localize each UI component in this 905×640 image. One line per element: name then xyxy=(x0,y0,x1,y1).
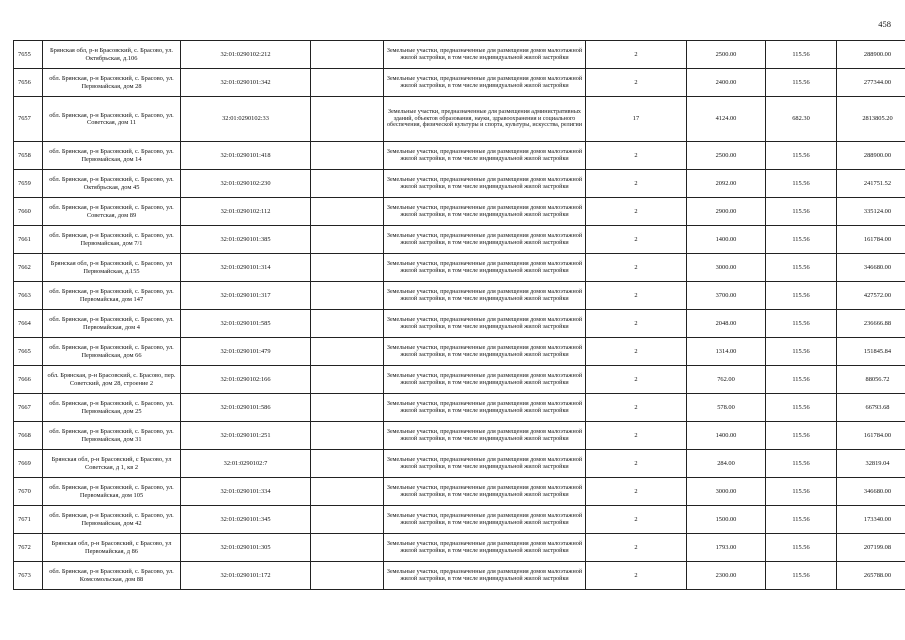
cadastral-value-cell: 88056.72 xyxy=(837,366,905,394)
cadastral-number-cell: 32:01:0290101:586 xyxy=(181,394,311,422)
table-body xyxy=(14,41,905,590)
area-cell: 2092.00 xyxy=(687,170,766,198)
area-cell: 2300.00 xyxy=(687,562,766,590)
group-number-cell: 2 xyxy=(586,226,687,254)
area-cell: 2400.00 xyxy=(687,69,766,97)
land-use-purpose-cell: Земельные участки, предназначенные для размещения домов малоэтажной жилой застройки, в том числе индивидуальной жилой застройки xyxy=(384,170,586,198)
row-number-cell: 7661 xyxy=(14,226,43,254)
group-number-cell: 2 xyxy=(586,506,687,534)
specific-value-cell: 115.56 xyxy=(766,366,837,394)
cadastral-number-cell: 32:01:0290102:112 xyxy=(181,198,311,226)
table-row xyxy=(14,97,905,142)
specific-value-cell: 115.56 xyxy=(766,170,837,198)
address-cell: обл. Брянская, р-н Брасовский, с. Брасово, ул. Комсомольская, дом 88 xyxy=(43,562,181,590)
area-cell: 1314.00 xyxy=(687,338,766,366)
specific-value-cell: 682.30 xyxy=(766,97,837,142)
empty-cell xyxy=(311,310,384,338)
cadastral-value-cell: 288900.00 xyxy=(837,142,905,170)
area-cell: 578.00 xyxy=(687,394,766,422)
area-cell: 3700.00 xyxy=(687,282,766,310)
cadastral-value-cell: 288900.00 xyxy=(837,41,905,69)
specific-value-cell: 115.56 xyxy=(766,338,837,366)
empty-cell xyxy=(311,534,384,562)
row-number-cell: 7664 xyxy=(14,310,43,338)
address-cell: Брянская обл, р-н Брасовский, с. Брасово, ул Первомайская, д.155 xyxy=(43,254,181,282)
row-number-cell: 7671 xyxy=(14,506,43,534)
empty-cell xyxy=(311,282,384,310)
group-number-cell: 2 xyxy=(586,41,687,69)
table-row xyxy=(14,198,905,226)
cadastral-value-cell: 335124.00 xyxy=(837,198,905,226)
specific-value-cell: 115.56 xyxy=(766,69,837,97)
area-cell: 3000.00 xyxy=(687,478,766,506)
specific-value-cell: 115.56 xyxy=(766,142,837,170)
group-number-cell: 2 xyxy=(586,198,687,226)
specific-value-cell: 115.56 xyxy=(766,506,837,534)
group-number-cell: 2 xyxy=(586,69,687,97)
address-cell: обл. Брянская, р-н Брасовский, с. Брасово, ул. Первомайская, дом 147 xyxy=(43,282,181,310)
cadastral-value-cell: 277344.00 xyxy=(837,69,905,97)
table-row xyxy=(14,282,905,310)
empty-cell xyxy=(311,198,384,226)
empty-cell xyxy=(311,562,384,590)
cadastral-value-cell: 207199.08 xyxy=(837,534,905,562)
address-cell: Брянская обл, р-н Брасовский, с Брасово, ул Советская, д 1, кв 2 xyxy=(43,450,181,478)
empty-cell xyxy=(311,506,384,534)
row-number-cell: 7665 xyxy=(14,338,43,366)
address-cell: обл. Брянская, р-н Брасовский, с. Брасово, ул. Первомайская, дом 28 xyxy=(43,69,181,97)
cadastral-number-cell: 32:01:0290101:385 xyxy=(181,226,311,254)
specific-value-cell: 115.56 xyxy=(766,282,837,310)
empty-cell xyxy=(311,170,384,198)
cadastral-number-cell: 32:01:0290101:172 xyxy=(181,562,311,590)
table-row xyxy=(14,170,905,198)
specific-value-cell: 115.56 xyxy=(766,478,837,506)
cadastral-value-cell: 161784.00 xyxy=(837,422,905,450)
cadastral-number-cell: 32:01:0290101:334 xyxy=(181,478,311,506)
group-number-cell: 2 xyxy=(586,478,687,506)
row-number-cell: 7672 xyxy=(14,534,43,562)
empty-cell xyxy=(311,394,384,422)
land-use-purpose-cell: Земельные участки, предназначенные для размещения домов малоэтажной жилой застройки, в том числе индивидуальной жилой застройки xyxy=(384,282,586,310)
group-number-cell: 2 xyxy=(586,254,687,282)
page-number: 458 xyxy=(878,19,891,29)
cadastral-value-cell: 151845.84 xyxy=(837,338,905,366)
empty-cell xyxy=(311,422,384,450)
area-cell: 2500.00 xyxy=(687,142,766,170)
specific-value-cell: 115.56 xyxy=(766,422,837,450)
empty-cell xyxy=(311,226,384,254)
land-use-purpose-cell: Земельные участки, предназначенные для размещения домов малоэтажной жилой застройки, в том числе индивидуальной жилой застройки xyxy=(384,254,586,282)
row-number-cell: 7659 xyxy=(14,170,43,198)
cadastral-value-cell: 265788.00 xyxy=(837,562,905,590)
group-number-cell: 17 xyxy=(586,97,687,142)
group-number-cell: 2 xyxy=(586,562,687,590)
cadastral-number-cell: 32:01:0290102:212 xyxy=(181,41,311,69)
cadastral-number-cell: 32:01:0290102:7 xyxy=(181,450,311,478)
land-use-purpose-cell: Земельные участки, предназначенные для размещения домов малоэтажной жилой застройки, в том числе индивидуальной жилой застройки xyxy=(384,422,586,450)
table-row xyxy=(14,69,905,97)
address-cell: обл. Брянская, р-н Брасовский, с. Брасово, ул. Первомайская, дом 4 xyxy=(43,310,181,338)
table-row xyxy=(14,562,905,590)
cadastral-value-cell: 173340.00 xyxy=(837,506,905,534)
specific-value-cell: 115.56 xyxy=(766,310,837,338)
table-row xyxy=(14,534,905,562)
empty-cell xyxy=(311,366,384,394)
table-row xyxy=(14,310,905,338)
table-row xyxy=(14,366,905,394)
specific-value-cell: 115.56 xyxy=(766,534,837,562)
cadastral-value-cell: 2813805.20 xyxy=(837,97,905,142)
empty-cell xyxy=(311,254,384,282)
address-cell: обл. Брянская, р-н Брасовский, с. Брасово, ул. Первомайская, дом 7/1 xyxy=(43,226,181,254)
group-number-cell: 2 xyxy=(586,338,687,366)
row-number-cell: 7673 xyxy=(14,562,43,590)
address-cell: обл. Брянская, р-н Брасовский, с. Брасово, ул. Первомайская, дом 14 xyxy=(43,142,181,170)
cadastral-number-cell: 32:01:0290102:166 xyxy=(181,366,311,394)
empty-cell xyxy=(311,97,384,142)
address-cell: обл. Брянская, р-н Брасовский, с. Брасово, ул. Октябрьская, дом 45 xyxy=(43,170,181,198)
row-number-cell: 7669 xyxy=(14,450,43,478)
area-cell: 3000.00 xyxy=(687,254,766,282)
group-number-cell: 2 xyxy=(586,310,687,338)
group-number-cell: 2 xyxy=(586,282,687,310)
row-number-cell: 7660 xyxy=(14,198,43,226)
area-cell: 1400.00 xyxy=(687,226,766,254)
land-use-purpose-cell: Земельные участки, предназначенные для размещения домов малоэтажной жилой застройки, в том числе индивидуальной жилой застройки xyxy=(384,366,586,394)
row-number-cell: 7657 xyxy=(14,97,43,142)
land-use-purpose-cell: Земельные участки, предназначенные для размещения домов малоэтажной жилой застройки, в том числе индивидуальной жилой застройки xyxy=(384,534,586,562)
land-use-purpose-cell: Земельные участки, предназначенные для размещения домов малоэтажной жилой застройки, в том числе индивидуальной жилой застройки xyxy=(384,562,586,590)
row-number-cell: 7668 xyxy=(14,422,43,450)
cadastral-number-cell: 32:01:0290101:317 xyxy=(181,282,311,310)
table-row xyxy=(14,41,905,69)
row-number-cell: 7656 xyxy=(14,69,43,97)
group-number-cell: 2 xyxy=(586,534,687,562)
specific-value-cell: 115.56 xyxy=(766,198,837,226)
row-number-cell: 7655 xyxy=(14,41,43,69)
specific-value-cell: 115.56 xyxy=(766,562,837,590)
empty-cell xyxy=(311,338,384,366)
specific-value-cell: 115.56 xyxy=(766,450,837,478)
table-row xyxy=(14,338,905,366)
table-row xyxy=(14,142,905,170)
cadastral-value-cell: 236666.88 xyxy=(837,310,905,338)
empty-cell xyxy=(311,142,384,170)
group-number-cell: 2 xyxy=(586,394,687,422)
cadastral-number-cell: 32:01:0290101:345 xyxy=(181,506,311,534)
table-row xyxy=(14,450,905,478)
area-cell: 2500.00 xyxy=(687,41,766,69)
cadastral-number-cell: 32:01:0290101:479 xyxy=(181,338,311,366)
specific-value-cell: 115.56 xyxy=(766,394,837,422)
land-use-purpose-cell: Земельные участки, предназначенные для размещения домов малоэтажной жилой застройки, в том числе индивидуальной жилой застройки xyxy=(384,310,586,338)
cadastral-value-cell: 346680.00 xyxy=(837,254,905,282)
group-number-cell: 2 xyxy=(586,450,687,478)
cadastral-number-cell: 32:01:0290101:585 xyxy=(181,310,311,338)
row-number-cell: 7662 xyxy=(14,254,43,282)
address-cell: обл. Брянская, р-н Брасовский, с. Брасово, ул. Советская, дом 11 xyxy=(43,97,181,142)
land-use-purpose-cell: Земельные участки, предназначенные для размещения домов малоэтажной жилой застройки, в том числе индивидуальной жилой застройки xyxy=(384,226,586,254)
table-row xyxy=(14,506,905,534)
address-cell: обл. Брянская, р-н Брасовский, с. Брасово, ул. Первомайская, дом 105 xyxy=(43,478,181,506)
address-cell: обл. Брянская, р-н Брасовский, с. Брасово, ул. Советская, дом 89 xyxy=(43,198,181,226)
land-use-purpose-cell: Земельные участки, предназначенные для размещения домов малоэтажной жилой застройки, в том числе индивидуальной жилой застройки xyxy=(384,450,586,478)
address-cell: обл. Брянская, р-н Брасовский, с. Брасово, ул. Первомайская, дом 42 xyxy=(43,506,181,534)
cadastral-number-cell: 32:01:0290102:230 xyxy=(181,170,311,198)
table-row xyxy=(14,422,905,450)
cadastral-value-cell: 66793.68 xyxy=(837,394,905,422)
address-cell: обл. Брянская, р-н Брасовский, с. Брасово, ул. Первомайская, дом 25 xyxy=(43,394,181,422)
area-cell: 1400.00 xyxy=(687,422,766,450)
row-number-cell: 7658 xyxy=(14,142,43,170)
cadastral-value-cell: 427572.00 xyxy=(837,282,905,310)
address-cell: обл. Брянская, р-н Брасовский, с. Брасово, ул. Первомайская, дом 66 xyxy=(43,338,181,366)
row-number-cell: 7670 xyxy=(14,478,43,506)
address-cell: обл. Брянская, р-н Брасовский, с. Брасово, ул. Первомайская, дом 31 xyxy=(43,422,181,450)
table-row xyxy=(14,254,905,282)
area-cell: 762.00 xyxy=(687,366,766,394)
row-number-cell: 7663 xyxy=(14,282,43,310)
row-number-cell: 7666 xyxy=(14,366,43,394)
land-use-purpose-cell: Земельные участки, предназначенные для размещения домов малоэтажной жилой застройки, в том числе индивидуальной жилой застройки xyxy=(384,506,586,534)
address-cell: Брянская обл, р-н Брасовский, с Брасово, ул Первомайская, д 86 xyxy=(43,534,181,562)
cadastral-value-cell: 32819.04 xyxy=(837,450,905,478)
table-row xyxy=(14,394,905,422)
row-number-cell: 7667 xyxy=(14,394,43,422)
empty-cell xyxy=(311,69,384,97)
area-cell: 284.00 xyxy=(687,450,766,478)
group-number-cell: 2 xyxy=(586,366,687,394)
cadastral-value-cell: 346680.00 xyxy=(837,478,905,506)
empty-cell xyxy=(311,478,384,506)
cadastral-number-cell: 32:01:0290101:342 xyxy=(181,69,311,97)
cadastral-value-cell: 241751.52 xyxy=(837,170,905,198)
area-cell: 4124.00 xyxy=(687,97,766,142)
land-use-purpose-cell: Земельные участки, предназначенные для размещения домов малоэтажной жилой застройки, в том числе индивидуальной жилой застройки xyxy=(384,394,586,422)
cadastral-number-cell: 32:01:0290101:305 xyxy=(181,534,311,562)
land-use-purpose-cell: Земельные участки, предназначенные для размещения домов малоэтажной жилой застройки, в том числе индивидуальной жилой застройки xyxy=(384,198,586,226)
specific-value-cell: 115.56 xyxy=(766,41,837,69)
group-number-cell: 2 xyxy=(586,422,687,450)
group-number-cell: 2 xyxy=(586,170,687,198)
cadastral-number-cell: 32:01:0290101:418 xyxy=(181,142,311,170)
land-use-purpose-cell: Земельные участки, предназначенные для размещения домов малоэтажной жилой застройки, в том числе индивидуальной жилой застройки xyxy=(384,338,586,366)
address-cell: Брянская обл, р-н Брасовский, с. Брасово, ул. Октябрьская, д.106 xyxy=(43,41,181,69)
cadastral-value-table xyxy=(13,40,905,590)
area-cell: 2900.00 xyxy=(687,198,766,226)
group-number-cell: 2 xyxy=(586,142,687,170)
empty-cell xyxy=(311,41,384,69)
area-cell: 1500.00 xyxy=(687,506,766,534)
cadastral-number-cell: 32:01:0290101:314 xyxy=(181,254,311,282)
area-cell: 2048.00 xyxy=(687,310,766,338)
specific-value-cell: 115.56 xyxy=(766,226,837,254)
cadastral-number-cell: 32:01:0290101:251 xyxy=(181,422,311,450)
table-row xyxy=(14,226,905,254)
land-use-purpose-cell: Земельные участки, предназначенные для размещения домов малоэтажной жилой застройки, в том числе индивидуальной жилой застройки xyxy=(384,69,586,97)
specific-value-cell: 115.56 xyxy=(766,254,837,282)
cadastral-value-cell: 161784.00 xyxy=(837,226,905,254)
land-use-purpose-cell: Земельные участки, предназначенные для размещения домов малоэтажной жилой застройки, в том числе индивидуальной жилой застройки xyxy=(384,142,586,170)
cadastral-number-cell: 32:01:0290102:33 xyxy=(181,97,311,142)
area-cell: 1793.00 xyxy=(687,534,766,562)
address-cell: обл. Брянская, р-н Брасовский, с. Брасово, пер. Советский, дом 28, строение 2 xyxy=(43,366,181,394)
land-use-purpose-cell: Земельные участки, предназначенные для размещения домов малоэтажной жилой застройки, в том числе индивидуальной жилой застройки xyxy=(384,478,586,506)
empty-cell xyxy=(311,450,384,478)
land-use-purpose-cell: Земельные участки, предназначенные для размещения домов малоэтажной жилой застройки, в том числе индивидуальной жилой застройки xyxy=(384,41,586,69)
table-row xyxy=(14,478,905,506)
land-use-purpose-cell: Земельные участки, предназначенные для размещения административных зданий, объектов образования, науки, здравоохранения и социального обеспечения, физической культуры и спорта, культуры, искусства, религии xyxy=(384,97,586,142)
